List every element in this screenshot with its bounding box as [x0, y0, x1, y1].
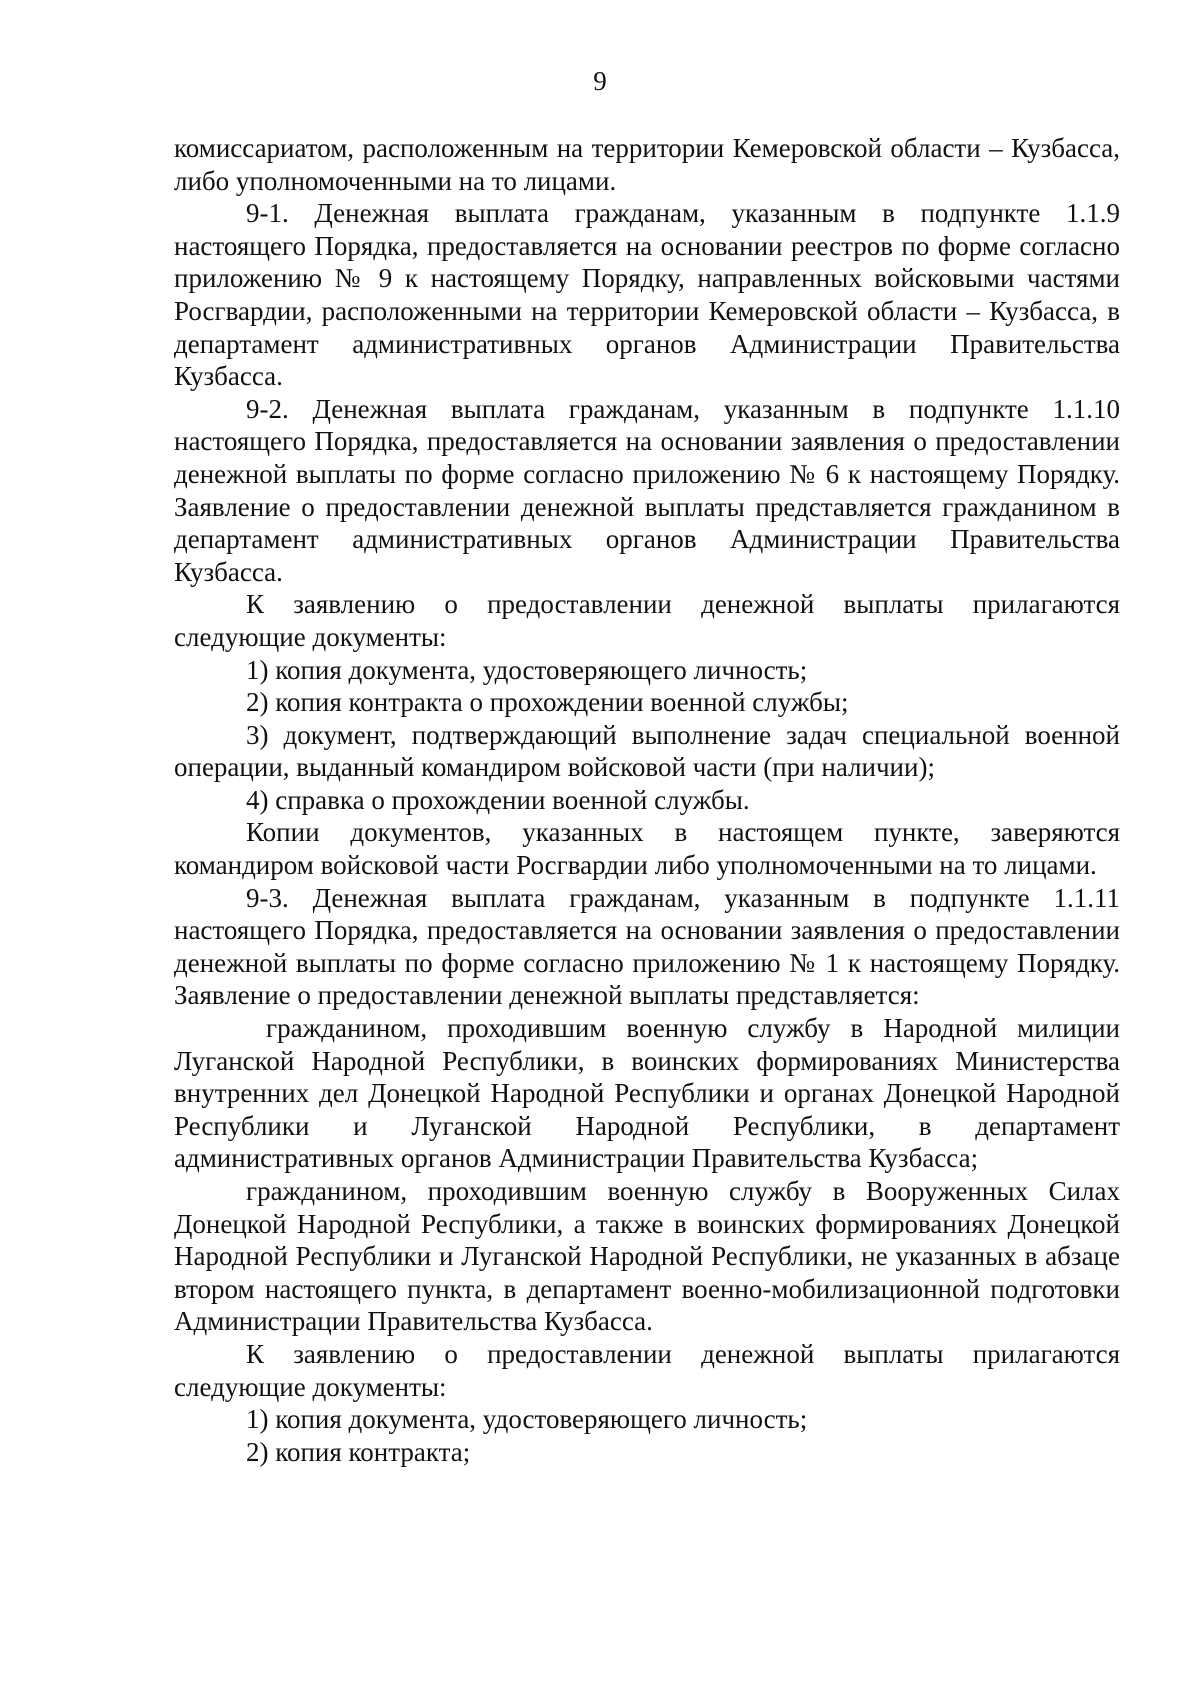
- list-item: 1) копия документа, удостоверяющего личность;: [246, 654, 808, 685]
- list-item: 1) копия документа, удостоверяющего личность;: [246, 1404, 808, 1435]
- paragraph-continuation: комиссариатом, расположенным на территории Кемеровской области – Кузбасса, либо уполномоченными на то лицами.: [174, 133, 1120, 196]
- paragraph-attachments-intro-2: К заявлению о предоставлении денежной выплаты прилагаются следующие документы:: [174, 1338, 1120, 1402]
- document-body: [174, 132, 1127, 1468]
- paragraph-applicant-lnr: гражданином, проходившим военную службу в Народной милиции Луганской Народной Республики, в воинских формированиях Министерства внутренних дел Донецкой Народной Республики и органах Донецкой Народной Республики и Луганской Народной Республики, в департамент административных органов Администрации Правительства Кузбасса;: [174, 1013, 1127, 1174]
- paragraph-attachments-intro: К заявлению о предоставлении денежной выплаты прилагаются следующие документы:: [174, 589, 1120, 652]
- paragraph-9-2: 9-2. Денежная выплата гражданам, указанным в подпункте 1.1.10 настоящего Порядка, предоставляется на основании заявления о предоставлении денежной выплаты по форме согласно приложению № 6 к настоящему Порядку. Заявление о предоставлении денежной выплаты представляется гражданином в департамент административных органов Администрации Правительства Кузбасса.: [174, 393, 1120, 587]
- paragraph-certification: Копии документов, указанных в настоящем пункте, заверяются командиром войсковой части Росгвардии либо уполномоченными на то лицами.: [174, 817, 1120, 881]
- page-number: 9: [593, 66, 607, 96]
- paragraph-applicant-dnr: гражданином, проходившим военную службу в Вооруженных Силах Донецкой Народной Республики, а также в воинских формированиях Донецкой Народной Республики и Луганской Народной Республики, не указанных в абзаце втором настоящего пункта, в департамент военно-мобилизационной подготовки Администрации Правительства Кузбасса.: [174, 1176, 1120, 1337]
- list-item: 2) копия контракта о прохождении военной службы;: [246, 687, 849, 718]
- paragraph-9-1: 9-1. Денежная выплата гражданам, указанным в подпункте 1.1.9 настоящего Порядка, предоставляется на основании реестров по форме согласно приложению № 9 к настоящему Порядку, направленных войсковыми частями Росгвардии, расположенными на территории Кемеровской области – Кузбасса, в департамент административных органов Администрации Правительства Кузбасса.: [174, 198, 1120, 392]
- list-item: 2) копия контракта;: [246, 1436, 471, 1467]
- list-item: 4) справка о прохождении военной службы.: [246, 784, 750, 815]
- paragraph-9-3: 9-3. Денежная выплата гражданам, указанным в подпункте 1.1.11 настоящего Порядка, предоставляется на основании заявления о предоставлении денежной выплаты по форме согласно приложению № 1 к настоящему Порядку. Заявление о предоставлении денежной выплаты представляется:: [174, 882, 1120, 1011]
- list-item: 3) документ, подтверждающий выполнение задач специальной военной операции, выданный командиром войсковой части (при наличии);: [174, 719, 1120, 783]
